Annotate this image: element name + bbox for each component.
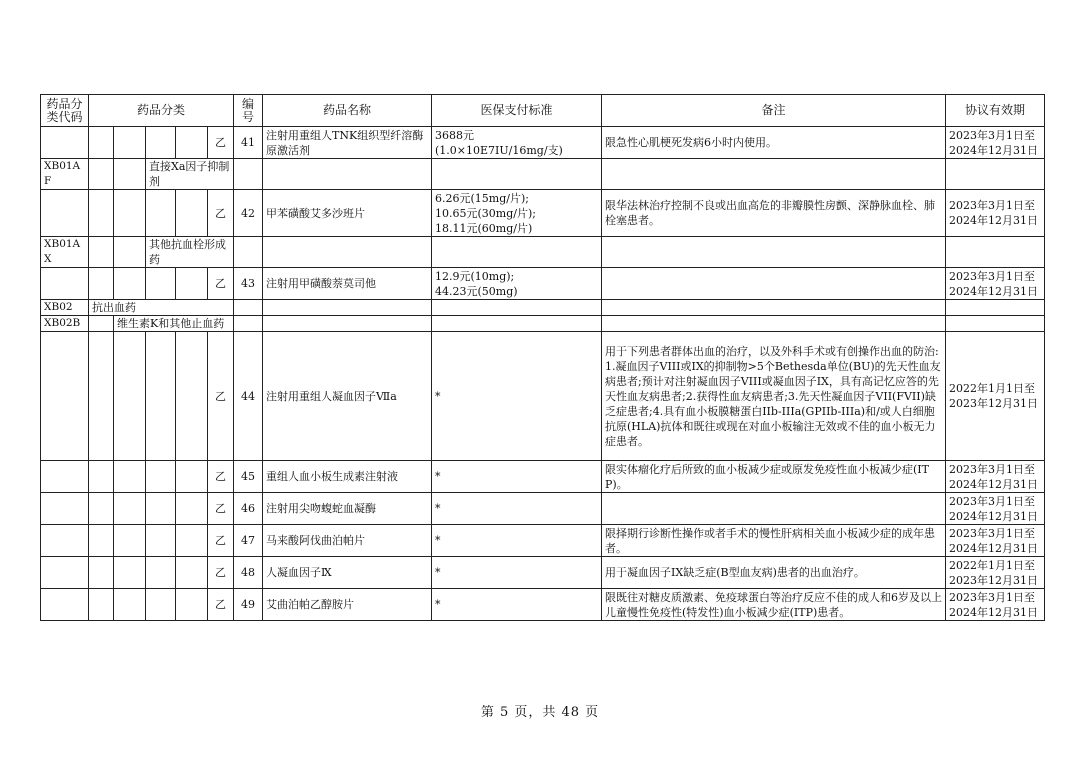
validity-period: 2023年3月1日至 2024年12月31日	[946, 190, 1045, 237]
header-row	[41, 95, 1045, 127]
category-level-cell	[89, 268, 114, 300]
category-level-cell	[176, 589, 208, 621]
drug-number: 48	[234, 557, 263, 589]
payment-standard: *	[432, 332, 602, 461]
header-category: 药品分类	[89, 95, 234, 127]
drug-grade: 乙	[208, 332, 234, 461]
category-level-cell	[176, 268, 208, 300]
category-level-cell	[41, 525, 89, 557]
category-level-cell	[89, 127, 114, 159]
category-level-cell	[176, 557, 208, 589]
category-level-cell	[146, 127, 176, 159]
drug-row	[41, 268, 1045, 300]
validity-period: 2022年1月1日至 2023年12月31日	[946, 557, 1045, 589]
drug-name: 注射用重组人TNK组织型纤溶酶原激活剂	[263, 127, 432, 159]
drug-number: 46	[234, 493, 263, 525]
empty-cell	[602, 316, 946, 332]
drug-row	[41, 190, 1045, 237]
category-level-cell	[114, 332, 146, 461]
drug-row	[41, 525, 1045, 557]
empty-cell	[263, 159, 432, 190]
remark: 限实体瘤化疗后所致的血小板减少症或原发免疫性血小板减少症(ITP)。	[602, 461, 946, 493]
empty-cell	[946, 159, 1045, 190]
category-level-cell	[114, 589, 146, 621]
category-level-cell	[89, 332, 114, 461]
category-level-cell	[114, 557, 146, 589]
category-level-cell	[41, 127, 89, 159]
remark: 限既往对糖皮质激素、免疫球蛋白等治疗反应不佳的成人和6岁及以上儿童慢性免疫性(特发性)血小板减少症(ITP)患者。	[602, 589, 946, 621]
payment-standard: *	[432, 557, 602, 589]
category-level-cell	[146, 557, 176, 589]
drug-row	[41, 127, 1045, 159]
category-level-cell	[146, 461, 176, 493]
category-row	[41, 316, 1045, 332]
payment-standard: *	[432, 461, 602, 493]
empty-cell	[432, 300, 602, 316]
drug-row	[41, 493, 1045, 525]
remark	[602, 493, 946, 525]
drug-name: 马来酸阿伐曲泊帕片	[263, 525, 432, 557]
drug-name: 艾曲泊帕乙醇胺片	[263, 589, 432, 621]
validity-period: 2023年3月1日至 2024年12月31日	[946, 525, 1045, 557]
drug-name: 注射用尖吻蝮蛇血凝酶	[263, 493, 432, 525]
category-name: 抗出血药	[89, 300, 234, 316]
drug-grade: 乙	[208, 268, 234, 300]
drug-number: 47	[234, 525, 263, 557]
header-remark: 备注	[602, 95, 946, 127]
category-level-cell	[89, 461, 114, 493]
category-name: 维生素K和其他止血药	[114, 316, 234, 332]
validity-period: 2023年3月1日至 2024年12月31日	[946, 127, 1045, 159]
drug-row	[41, 461, 1045, 493]
category-level-cell	[41, 493, 89, 525]
drug-grade: 乙	[208, 525, 234, 557]
category-level-cell	[114, 159, 146, 190]
remark: 限华法林治疗控制不良或出血高危的非瓣膜性房颤、深静脉血栓、肺栓塞患者。	[602, 190, 946, 237]
drug-grade: 乙	[208, 461, 234, 493]
drug-number: 42	[234, 190, 263, 237]
validity-period: 2023年3月1日至 2024年12月31日	[946, 493, 1045, 525]
drug-grade: 乙	[208, 557, 234, 589]
category-level-cell	[89, 589, 114, 621]
validity-period: 2022年1月1日至 2023年12月31日	[946, 332, 1045, 461]
category-level-cell	[114, 268, 146, 300]
payment-standard: 3688元 (1.0×10E7IU/16mg/支)	[432, 127, 602, 159]
category-level-cell	[114, 525, 146, 557]
category-level-cell	[146, 332, 176, 461]
drug-number: 43	[234, 268, 263, 300]
empty-cell	[234, 159, 263, 190]
category-row	[41, 300, 1045, 316]
category-level-cell	[114, 493, 146, 525]
drug-grade: 乙	[208, 493, 234, 525]
category-code: XB02	[41, 300, 89, 316]
category-level-cell	[41, 190, 89, 237]
category-level-cell	[114, 461, 146, 493]
empty-cell	[234, 316, 263, 332]
category-level-cell	[176, 525, 208, 557]
category-level-cell	[114, 190, 146, 237]
validity-period: 2023年3月1日至 2024年12月31日	[946, 461, 1045, 493]
empty-cell	[946, 237, 1045, 268]
drug-name: 注射用重组人凝血因子Ⅶa	[263, 332, 432, 461]
category-level-cell	[176, 190, 208, 237]
category-code: XB01AX	[41, 237, 89, 268]
category-name: 其他抗血栓形成药	[146, 237, 234, 268]
category-level-cell	[176, 461, 208, 493]
page-footer: 第 5 页，共 48 页	[480, 705, 600, 720]
category-level-cell	[89, 190, 114, 237]
empty-cell	[432, 159, 602, 190]
drug-row	[41, 557, 1045, 589]
payment-standard: 12.9元(10mg); 44.23元(50mg)	[432, 268, 602, 300]
payment-standard: *	[432, 589, 602, 621]
category-level-cell	[41, 268, 89, 300]
remark: 用于下列患者群体出血的治疗，以及外科手术或有创操作出血的防治: 1.凝血因子VIII或IX的抑制物>5个Bethesda单位(BU)的先天性血友病患者;预计对注射凝血因子VIII或凝血因子IX，具有高记忆应答的先天性血友病患者;2.获得性血友病患者;3.先天性凝血因子VII(FVII)缺乏症患者;4.具有血小板膜糖蛋白IIb-IIIa(GPIIb-IIIa)和/或人白细胞抗原(HLA)抗体和既往或现在对血小板输注无效或不佳的血小板无力症患者。	[602, 332, 946, 461]
drug-grade: 乙	[208, 127, 234, 159]
category-level-cell	[41, 332, 89, 461]
drug-table	[40, 94, 1045, 621]
drug-row	[41, 589, 1045, 621]
category-row	[41, 159, 1045, 190]
empty-cell	[602, 237, 946, 268]
category-level-cell	[176, 332, 208, 461]
remark	[602, 268, 946, 300]
header-name: 药品名称	[263, 95, 432, 127]
category-level-cell	[89, 316, 114, 332]
drug-name: 注射用甲磺酸萘莫司他	[263, 268, 432, 300]
category-level-cell	[41, 589, 89, 621]
category-level-cell	[41, 557, 89, 589]
drug-grade: 乙	[208, 589, 234, 621]
remark: 限择期行诊断性操作或者手术的慢性肝病相关血小板减少症的成年患者。	[602, 525, 946, 557]
remark: 限急性心肌梗死发病6小时内使用。	[602, 127, 946, 159]
empty-cell	[263, 237, 432, 268]
category-level-cell	[89, 159, 114, 190]
empty-cell	[234, 237, 263, 268]
empty-cell	[263, 300, 432, 316]
drug-name: 人凝血因子Ⅸ	[263, 557, 432, 589]
empty-cell	[602, 300, 946, 316]
drug-name: 甲苯磺酸艾多沙班片	[263, 190, 432, 237]
drug-name: 重组人血小板生成素注射液	[263, 461, 432, 493]
category-level-cell	[176, 493, 208, 525]
header-payment: 医保支付标准	[432, 95, 602, 127]
empty-cell	[263, 316, 432, 332]
category-name: 直接Xa因子抑制剂	[146, 159, 234, 190]
category-level-cell	[114, 237, 146, 268]
category-level-cell	[89, 525, 114, 557]
validity-period: 2023年3月1日至 2024年12月31日	[946, 268, 1045, 300]
empty-cell	[432, 237, 602, 268]
category-code: XB02B	[41, 316, 89, 332]
drug-number: 49	[234, 589, 263, 621]
payment-standard: 6.26元(15mg/片); 10.65元(30mg/片); 18.11元(60mg/片)	[432, 190, 602, 237]
empty-cell	[432, 316, 602, 332]
category-level-cell	[146, 493, 176, 525]
payment-standard: *	[432, 493, 602, 525]
remark: 用于凝血因子IX缺乏症(B型血友病)患者的出血治疗。	[602, 557, 946, 589]
drug-number: 44	[234, 332, 263, 461]
category-level-cell	[146, 268, 176, 300]
category-row	[41, 237, 1045, 268]
empty-cell	[234, 300, 263, 316]
empty-cell	[602, 159, 946, 190]
category-level-cell	[89, 493, 114, 525]
drug-number: 41	[234, 127, 263, 159]
category-code: XB01AF	[41, 159, 89, 190]
category-level-cell	[89, 557, 114, 589]
category-level-cell	[146, 525, 176, 557]
category-level-cell	[41, 461, 89, 493]
payment-standard: *	[432, 525, 602, 557]
category-level-cell	[146, 190, 176, 237]
validity-period: 2023年3月1日至 2024年12月31日	[946, 589, 1045, 621]
empty-cell	[946, 316, 1045, 332]
header-number: 编号	[234, 95, 263, 127]
header-code: 药品分类代码	[41, 95, 89, 127]
drug-row	[41, 332, 1045, 461]
category-level-cell	[89, 237, 114, 268]
category-level-cell	[146, 589, 176, 621]
header-validity: 协议有效期	[946, 95, 1045, 127]
category-level-cell	[176, 127, 208, 159]
category-level-cell	[114, 127, 146, 159]
empty-cell	[946, 300, 1045, 316]
drug-grade: 乙	[208, 190, 234, 237]
drug-number: 45	[234, 461, 263, 493]
